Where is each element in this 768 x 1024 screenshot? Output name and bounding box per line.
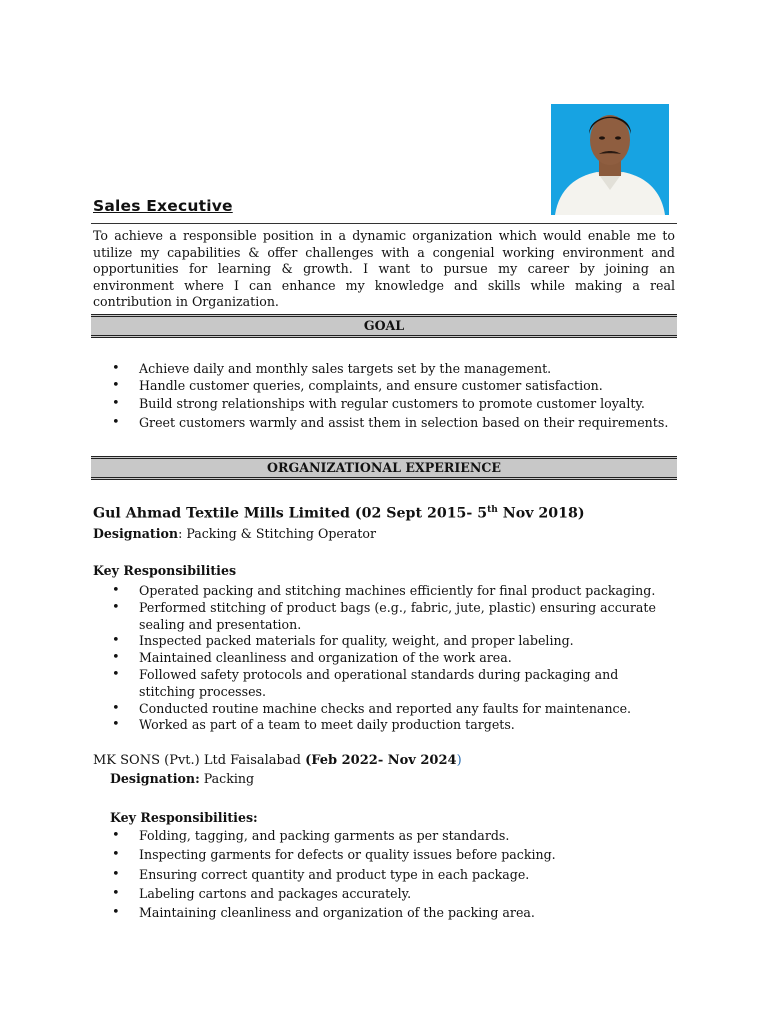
list-item: • Handle customer queries, complaints, and ensure customer satisfaction. — [112, 378, 672, 395]
job-1-designation — [93, 525, 376, 542]
list-item: • Performed stitching of product bags (e.g., fabric, jute, plastic) ensuring accurate sealing and presentation. — [112, 600, 677, 634]
job-2-title-main: MK SONS (Pvt.) Ltd Faisalabad — [93, 753, 306, 768]
job-1-title-end: Nov 2018) — [497, 505, 585, 522]
list-item: • Build strong relationships with regular customers to promote customer loyalty. — [112, 396, 672, 413]
designation-label: Designation — [93, 526, 179, 541]
list-item: • Worked as part of a team to meet daily production targets. — [112, 717, 677, 734]
job-1-responsibilities-heading: Key Responsibilities — [93, 563, 237, 578]
list-item: • Followed safety protocols and operational standards during packaging and stitching processes. — [112, 667, 677, 701]
list-item: • Achieve daily and monthly sales targets set by the management. — [112, 361, 672, 378]
list-item: • Maintaining cleanliness and organization of the packing area. — [112, 905, 677, 922]
list-item: • Inspected packed materials for quality, weight, and proper labeling. — [112, 633, 677, 650]
list-item: • Greet customers warmly and assist them in selection based on their requirements. — [112, 415, 672, 432]
designation-label: Designation: — [110, 771, 200, 786]
profile-photo — [551, 104, 669, 215]
list-item: • Operated packing and stitching machines efficiently for final product packaging. — [112, 583, 677, 600]
list-item: • Maintained cleanliness and organization of the work area. — [112, 650, 677, 667]
job-2-responsibilities-list — [112, 828, 677, 922]
job-1-title-superscript: th — [487, 505, 498, 515]
designation-value: Packing — [199, 771, 255, 786]
list-item: • Conducted routine machine checks and reported any faults for maintenance. — [112, 701, 677, 718]
job-2-responsibilities-heading: Key Responsibilities: — [110, 810, 258, 825]
designation-value: : Packing & Stitching Operator — [178, 526, 377, 541]
person-portrait-image — [551, 104, 669, 215]
experience-section-heading: ORGANIZATIONAL EXPERIENCE — [91, 456, 677, 480]
job-2-title-dates: (Feb 2022- Nov 2024 — [305, 753, 457, 768]
list-item: • Ensuring correct quantity and product type in each package. — [112, 867, 677, 884]
objective-paragraph: To achieve a responsible position in a dynamic organization which would enable me to utilize my capabilities & offer challenges with a congenial working environment and opportunities for learning & growth. I want to pursue my career by joining an environment where I can enhance my knowledge and skills while making a real contribution in Organization. — [93, 228, 675, 310]
list-item: • Folding, tagging, and packing garments as per standards. — [112, 828, 677, 845]
job-2-title-end: ) — [456, 753, 462, 768]
goal-section-heading: GOAL — [91, 314, 677, 338]
job-1-title — [93, 502, 585, 523]
job-title-heading: Sales Executive — [93, 197, 233, 215]
list-item: • Labeling cartons and packages accurately. — [112, 886, 677, 903]
job-1-responsibilities-list — [112, 583, 677, 734]
job-2-title — [93, 752, 462, 769]
job-2-designation — [110, 770, 254, 787]
list-item: • Inspecting garments for defects or quality issues before packing. — [112, 847, 677, 864]
title-divider — [91, 223, 677, 224]
job-1-title-main: Gul Ahmad Textile Mills Limited (02 Sept 2015- 5 — [93, 505, 488, 522]
goal-list — [112, 361, 672, 433]
